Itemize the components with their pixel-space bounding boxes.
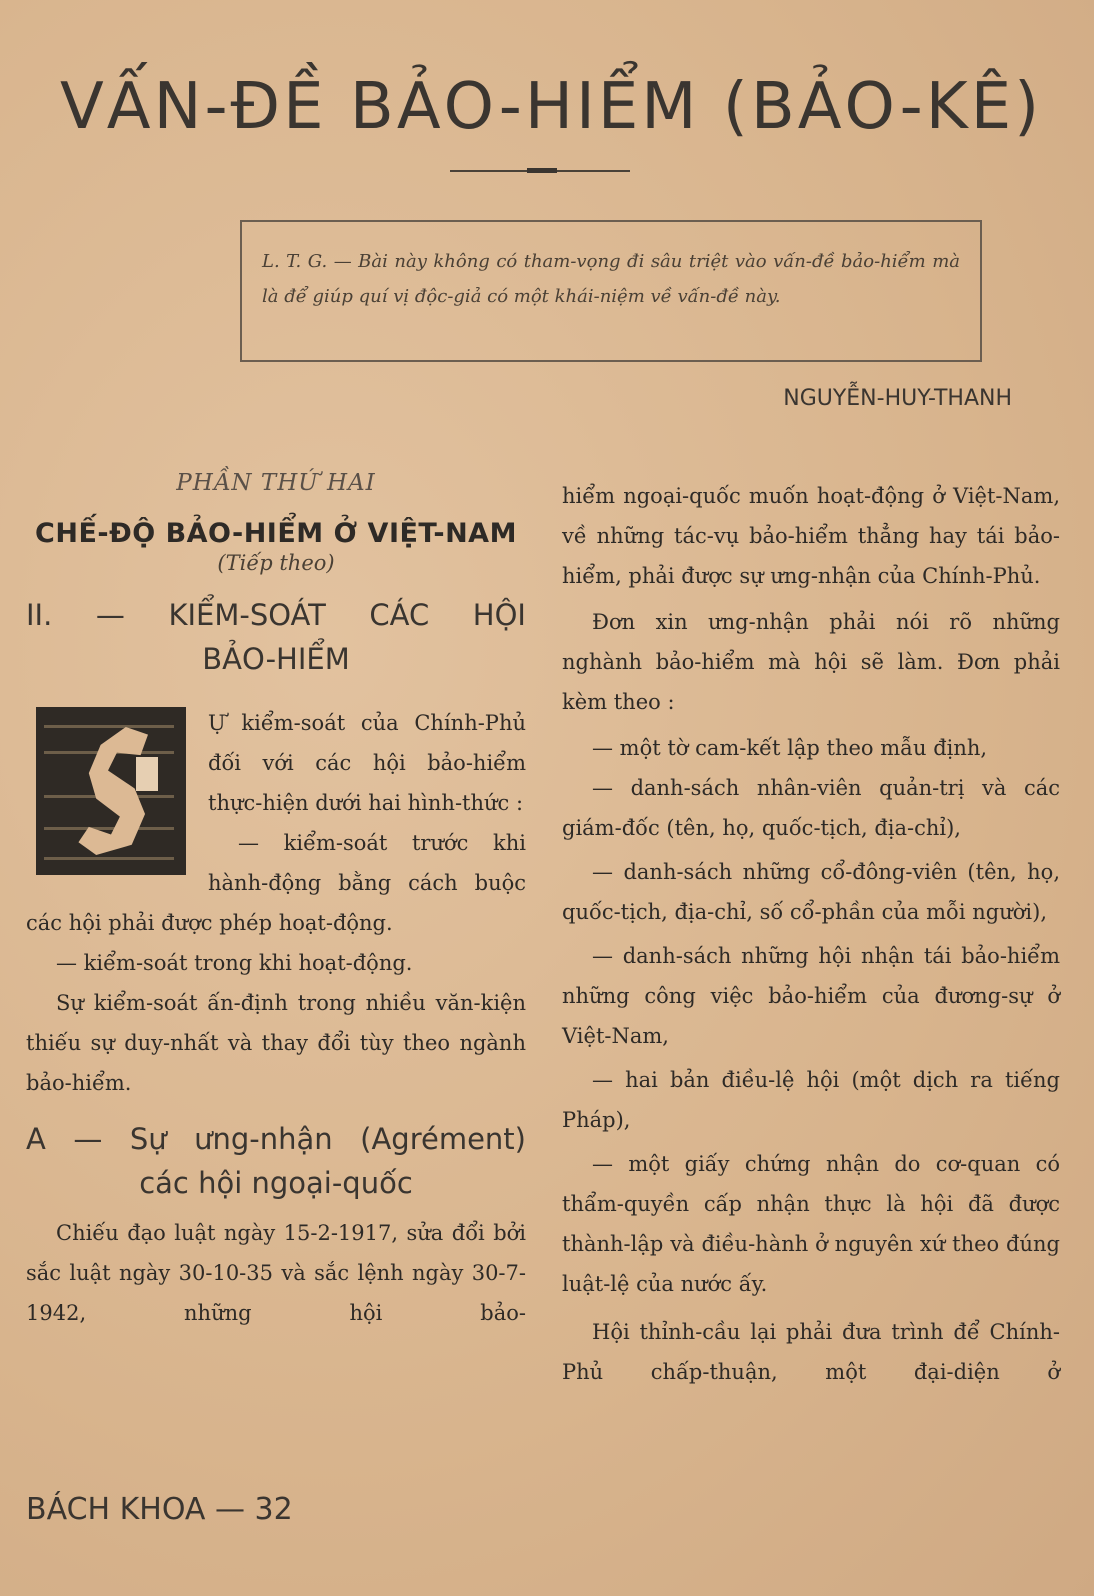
- drop-cap-text: Ự kiểm-soát của Chính-Phủ đối với các hội bảo-hiểm thực-hiện dưới hai hình-thức :: [208, 711, 526, 815]
- list-item: — kiểm-soát trước khi hành-động bằng cách buộc các hội phải được phép hoạt-động.: [26, 831, 526, 935]
- paragraph-continued: hiểm ngoại-quốc muốn hoạt-động ở Việt-Nam, về những tác-vụ bảo-hiểm thẳng hay tái bảo-hiểm, phải được sự ưng-nhận của Chính-Phủ.: [562, 484, 1060, 588]
- heading-ii: [26, 593, 526, 681]
- intro-text: L. T. G. — Bài này không có tham-vọng đi sâu triệt vào vấn-đề bảo-hiểm mà là để giúp quí vị độc-giả có một khái-niệm về vấn-đề này.: [262, 251, 960, 307]
- heading-a-line2: các hội ngoại-quốc: [139, 1166, 413, 1200]
- paragraph-control: Sự kiểm-soát ấn-định trong nhiều văn-kiện thiếu sự duy-nhất và thay đổi tùy theo ngành bảo-hiểm.: [26, 991, 526, 1095]
- title-divider-mark: [527, 168, 557, 173]
- left-column: [26, 470, 526, 1333]
- drop-cap-s-icon: [36, 707, 186, 875]
- list-item: — danh-sách những cổ-đông-viên (tên, họ, quốc-tịch, địa-chỉ, số cổ-phần của mỗi người),: [562, 860, 1060, 924]
- heading-a: [26, 1117, 526, 1205]
- part-label: PHẦN THỨ HAI: [176, 470, 376, 496]
- continued-label: (Tiếp theo): [217, 551, 335, 575]
- list-item: — một tờ cam-kết lập theo mẫu định,: [592, 736, 988, 760]
- author-name: NGUYỄN-HUY-THANH: [783, 386, 1012, 411]
- heading-a-line1: A — Sự ưng-nhận (Agrément): [26, 1122, 526, 1156]
- right-column: [562, 476, 1060, 1392]
- drop-cap-paragraph: [26, 703, 526, 943]
- paragraph-last: Hội thỉnh-cầu lại phải đưa trình để Chính-Phủ chấp-thuận, một đại-diện ở: [562, 1320, 1060, 1384]
- list-item: — kiểm-soát trong khi hoạt-động.: [56, 951, 413, 975]
- section-title: CHẾ-ĐỘ BẢO-HIỂM Ở VIỆT-NAM: [35, 518, 517, 549]
- list-item: — một giấy chứng nhận do cơ-quan có thẩm-quyền cấp nhận thực là hội đã được thành-lập và điều-hành ở nguyên xứ theo đúng luật-lệ của nước ấy.: [562, 1152, 1060, 1296]
- list-item: — hai bản điều-lệ hội (một dịch ra tiếng Pháp),: [562, 1068, 1060, 1132]
- paragraph-decree: Chiếu đạo luật ngày 15-2-1917, sửa đổi bởi sắc luật ngày 30-10-35 và sắc lệnh ngày 30-7-1942, những hội bảo-: [26, 1221, 526, 1325]
- list-item: — danh-sách những hội nhận tái bảo-hiểm những công việc bảo-hiểm của đương-sự ở Việt-Nam,: [562, 944, 1060, 1048]
- heading-ii-line2: BẢO-HIỂM: [202, 642, 350, 676]
- intro-box: [240, 220, 982, 362]
- article-title: VẤN-ĐỀ BẢO-HIỂM (BẢO-KÊ): [60, 70, 1043, 144]
- paragraph-application: Đơn xin ưng-nhận phải nói rõ những nghành bảo-hiểm mà hội sẽ làm. Đơn phải kèm theo :: [562, 610, 1060, 714]
- list-item: — danh-sách nhân-viên quản-trị và các giám-đốc (tên, họ, quốc-tịch, địa-chỉ),: [562, 776, 1060, 840]
- page-footer: BÁCH KHOA — 32: [26, 1492, 293, 1527]
- heading-ii-line1: II. — KIỂM-SOÁT CÁC HỘI: [26, 598, 526, 632]
